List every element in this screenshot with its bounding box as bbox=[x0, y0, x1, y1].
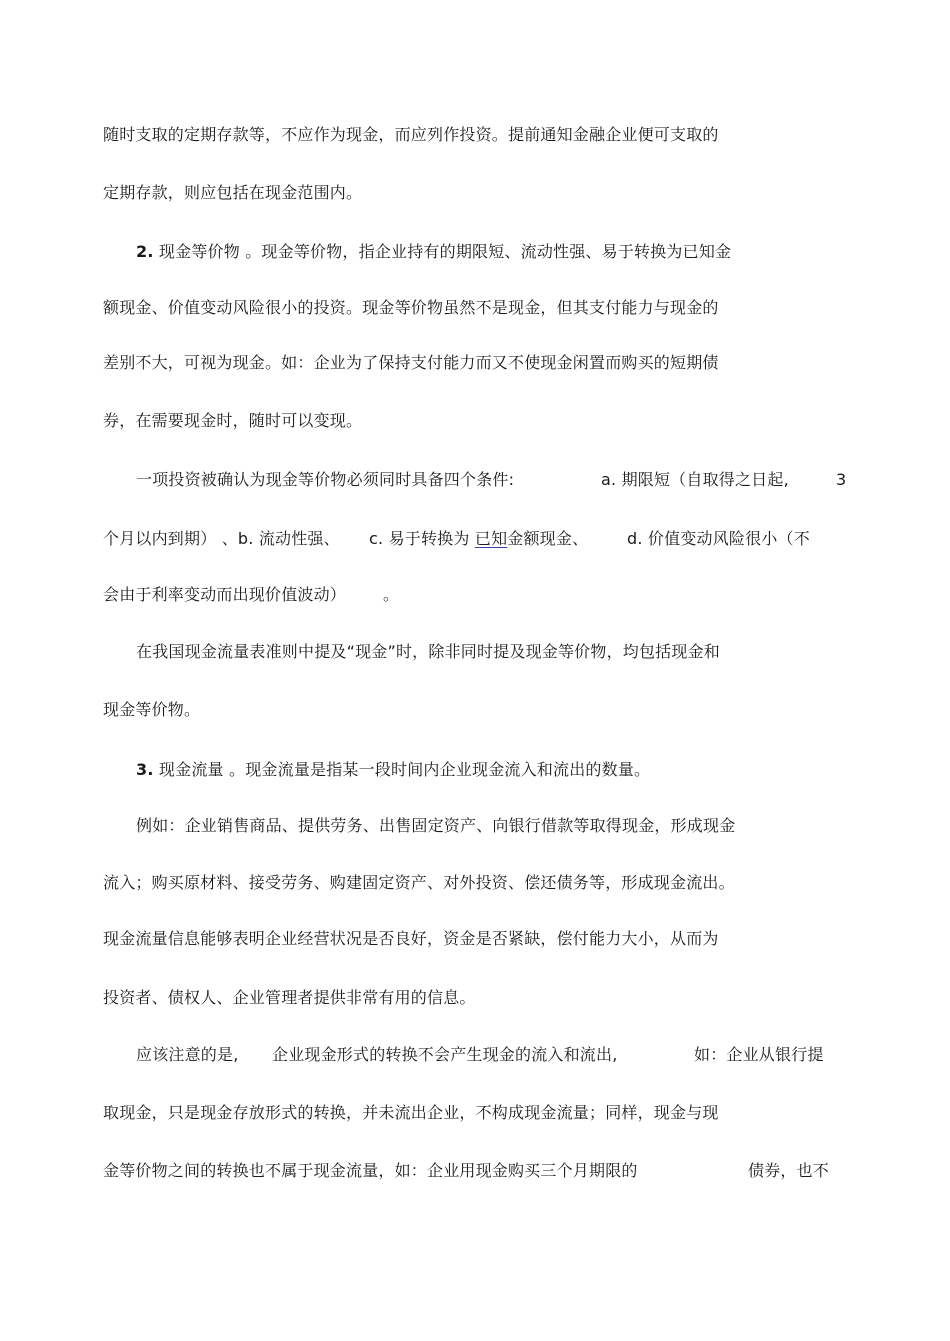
condition-a-end: 个月以内到期） bbox=[103, 529, 217, 548]
item-3-term: 现金流量 bbox=[158, 760, 224, 779]
item-2-number: 2. bbox=[136, 242, 154, 261]
known-link[interactable]: 已知 bbox=[474, 529, 508, 548]
text-line: 取现金，只是现金存放形式的转换，并未流出企业，不构成现金流量；同样，现金与现 bbox=[103, 1103, 719, 1122]
item-3-number: 3. bbox=[136, 760, 154, 779]
text-line: 额现金、价值变动风险很小的投资。现金等价物虽然不是现金，但其支付能力与现金的 bbox=[103, 298, 719, 317]
note-part-1: 应该注意的是, bbox=[136, 1045, 239, 1064]
text-line: 差别不大，可视为现金。如：企业为了保持支付能力而又不使现金闲置而购买的短期债 bbox=[103, 353, 719, 372]
conditions-intro: 一项投资被确认为现金等价物必须同时具备四个条件: bbox=[136, 470, 515, 489]
note-last-line-end: 债券，也不 bbox=[748, 1161, 830, 1180]
condition-a-number: 3 bbox=[836, 470, 847, 489]
condition-a: a. 期限短（自取得之日起, bbox=[601, 470, 789, 489]
note-part-3: 如：企业从银行提 bbox=[694, 1045, 824, 1064]
condition-d: d. 价值变动风险很小（不 bbox=[627, 529, 810, 548]
condition-b: 、b. 流动性强、 bbox=[221, 529, 340, 548]
condition-c-label: c. 易于转换为 bbox=[369, 529, 470, 548]
conditions-line-2 bbox=[103, 529, 340, 549]
item-2-line bbox=[136, 242, 731, 262]
period-mark: 。 bbox=[383, 585, 400, 604]
text-line: 在我国现金流量表准则中提及“现金”时，除非同时提及现金等价物，均包括现金和 bbox=[136, 642, 720, 661]
text-line: 现金流量信息能够表明企业经营状况是否良好，资金是否紧缺，偿付能力大小，从而为 bbox=[103, 929, 719, 948]
item-2-text: 。现金等价物，指企业持有的期限短、流动性强、易于转换为已知金 bbox=[245, 242, 732, 261]
condition-c bbox=[369, 529, 588, 549]
note-part-2: 企业现金形式的转换不会产生现金的流入和流出, bbox=[272, 1045, 618, 1064]
text-line: 流入；购买原材料、接受劳务、购建固定资产、对外投资、偿还债务等，形成现金流出。 bbox=[103, 873, 735, 892]
item-2-term: 现金等价物 bbox=[158, 242, 240, 261]
text-line: 券，在需要现金时，随时可以变现。 bbox=[103, 411, 363, 430]
item-3-text: 。现金流量是指某一段时间内企业现金流入和流出的数量。 bbox=[229, 760, 651, 779]
note-last-line: 金等价物之间的转换也不属于现金流量，如：企业用现金购买三个月期限的 bbox=[103, 1161, 638, 1180]
text-line: 会由于利率变动而出现价值波动） bbox=[103, 585, 347, 604]
text-line: 定期存款，则应包括在现金范围内。 bbox=[103, 183, 363, 202]
text-line: 随时支取的定期存款等，不应作为现金，而应列作投资。提前通知金融企业便可支取的 bbox=[103, 125, 719, 144]
condition-c-rest: 金额现金、 bbox=[507, 529, 589, 548]
text-line: 投资者、债权人、企业管理者提供非常有用的信息。 bbox=[103, 988, 476, 1007]
text-line: 例如：企业销售商品、提供劳务、出售固定资产、向银行借款等取得现金，形成现金 bbox=[136, 816, 736, 835]
text-line: 现金等价物。 bbox=[103, 700, 201, 719]
item-3-line bbox=[136, 760, 650, 780]
